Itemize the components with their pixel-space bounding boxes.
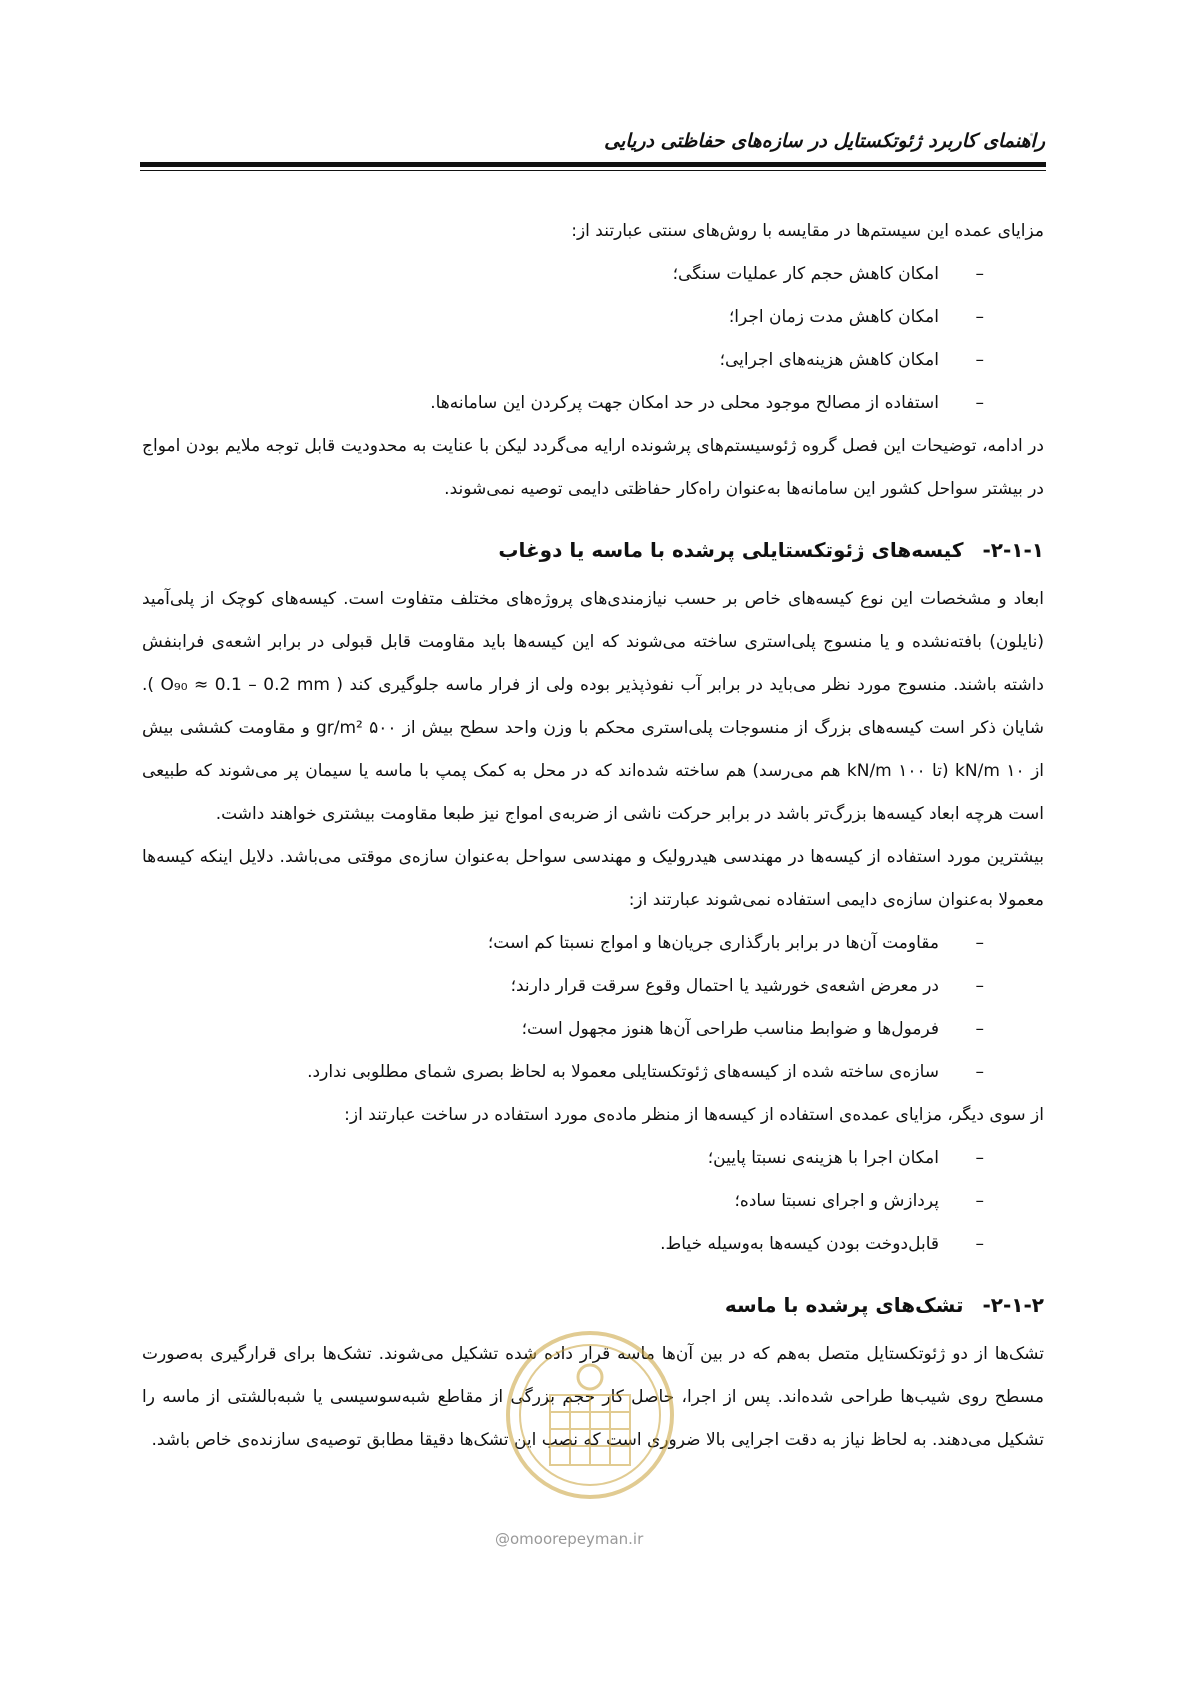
list-item: – در معرض اشعه‌ی خورشید یا احتمال وقوع سرقت قرار دارند؛ — [142, 965, 1044, 1008]
paragraph: از سوی دیگر، مزایای عمده‌ی استفاده از کیسه‌ها از منظر ماده‌ی مورد استفاده در ساخت عبارتند از: — [344, 1105, 1044, 1125]
list-item: – مقاومت آن‌ها در برابر بارگذاری جریان‌ها و امواج نسبتا کم است؛ — [142, 922, 1044, 965]
watermark-logo-icon — [500, 1325, 680, 1505]
section-number: ۲-۱-۲- — [982, 1293, 1044, 1317]
intro-closing: در ادامه، توضیحات این فصل گروه ژئوسیستم‌های پرشونده ارایه می‌گردد لیکن با عنایت به محدودیت قابل توجه ملایم بودن امواج در بیشتر سواحل کشور این سامانه‌ها به‌عنوان راه‌کار حفاظتی دایمی توصیه نمی‌شوند. — [142, 436, 1044, 499]
list-item: – امکان کاهش هزینه‌های اجرایی؛ — [142, 339, 1044, 382]
header-rule-thin — [140, 170, 1046, 171]
section-title: تشک‌های پرشده با ماسه — [724, 1293, 964, 1317]
list-item: – امکان کاهش مدت زمان اجرا؛ — [142, 296, 1044, 339]
list-item: – قابل‌دوخت بودن کیسه‌ها به‌وسیله خیاط. — [142, 1223, 1044, 1266]
section-heading — [142, 529, 1044, 572]
list-item: – استفاده از مصالح موجود محلی در حد امکان جهت پرکردن این سامانه‌ها. — [142, 382, 1044, 425]
intro-list — [142, 253, 1044, 425]
list-item: – امکان اجرا با هزینه‌ی نسبتا پایین؛ — [142, 1137, 1044, 1180]
running-header: راهنمای کاربرد ژئوتکستایل در سازه‌های حفاظتی دریایی — [604, 130, 1045, 152]
list-item: – پردازش و اجرای نسبتا ساده؛ — [142, 1180, 1044, 1223]
section-heading — [142, 1284, 1044, 1327]
advantages-list — [142, 1137, 1044, 1266]
intro-lead: مزایای عمده این سیستم‌ها در مقایسه با روش‌های سنتی عبارتند از: — [571, 221, 1044, 241]
section-title: کیسه‌های ژئوتکستایلی پرشده با ماسه یا دوغاب — [498, 538, 964, 562]
list-item: – سازه‌ی ساخته شده از کیسه‌های ژئوتکستایلی معمولا به لحاظ بصری شمای مطلوبی ندارد. — [142, 1051, 1044, 1094]
paragraph: بیشترین مورد استفاده از کیسه‌ها در مهندسی هیدرولیک و مهندسی سواحل به‌عنوان سازه‌ی موقتی می‌باشد. دلایل اینکه کیسه‌ها معمولا به‌عنوان سازه‌ی دایمی استفاده نمی‌شوند عبارتند از: — [142, 847, 1044, 910]
paragraph: تشک‌ها از دو ژئوتکستایل متصل به‌هم که در بین آن‌ها ماسه قرار داده شده تشکیل می‌شوند. تشک‌ها برای قرارگیری به‌صورت مسطح روی شیب‌ها طراحی شده‌اند. پس از اجرا، حاصل کار حجم بزرگی از مقاطع شبه‌سوسیسی یا شبه‌بالشتی از ماسه را تشکیل می‌دهند. به لحاظ نیاز به دقت اجرایی بالا ضروری است که نصب این تشک‌ها دقیقا مطابق توصیه‌ی سازنده‌ی خاص باشد. — [142, 1344, 1044, 1450]
paragraph: ابعاد و مشخصات این نوع کیسه‌های خاص بر حسب نیازمندی‌های پروژه‌های مختلف متفاوت است. کیسه‌های کوچک از پلی‌آمید (نایلون) بافته‌نشده و یا منسوج پلی‌استری ساخته می‌شوند که این کیسه‌ها باید مقاومت قابل قبولی در برابر اشعه‌ی فرابنفش داشته باشند. منسوج مورد نظر می‌باید در برابر آب نفوذپذیر بوده ولی از فرار ماسه جلوگیری کند ( O₉₀ ≈ 0.1 – 0.2 mm ). شایان ذکر است کیسه‌های بزرگ از منسوجات پلی‌استری محکم با وزن واحد سطح بیش از ۵۰۰ gr/m² و مقاومت کششی بیش از ۱۰ kN/m (تا ۱۰۰ kN/m هم می‌رسد) هم ساخته شده‌اند که در محل به کمک پمپ با ماسه یا سیمان پر می‌شوند که طبیعی است هرچه ابعاد کیسه‌ها بزرگ‌تر باشد در برابر حرکت ناشی از ضربه‌ی امواج نیز طبعا مقاومت بیشتری خواهند داشت. — [142, 589, 1045, 824]
section-number: ۲-۱-۱- — [982, 538, 1044, 562]
header-rule-thick — [140, 162, 1046, 167]
list-item: – امکان کاهش حجم کار عملیات سنگی؛ — [142, 253, 1044, 296]
watermark-url: @omoorepeyman.ir — [495, 1530, 644, 1548]
body-content — [142, 210, 1044, 1462]
reasons-list — [142, 922, 1044, 1094]
list-item: – فرمول‌ها و ضوابط مناسب طراحی آن‌ها هنوز مجهول است؛ — [142, 1008, 1044, 1051]
